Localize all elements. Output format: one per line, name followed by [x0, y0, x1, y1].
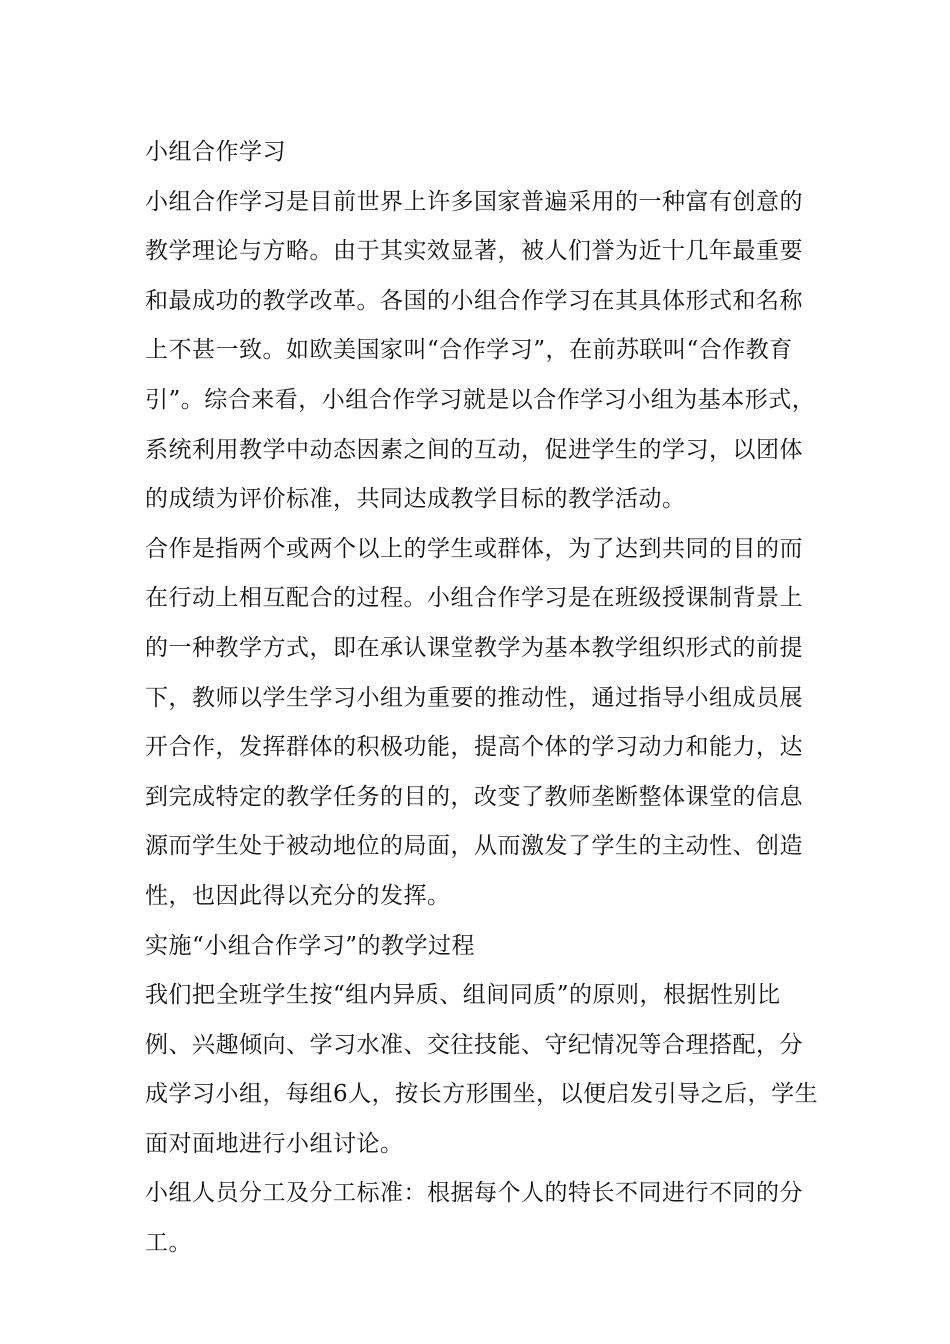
- paragraph-cooperation-definition: 合作是指两个或两个以上的学生或群体，为了达到共同的目的而在行动上相互配合的过程。小组合作学习是在班级授课制背景上的一种教学方式，即在承认课堂教学为基本教学组织形式的前提下，教师以学生学习小组为重要的推动性，通过指导小组成员展开合作，发挥群体的积极功能，提高个体的学习动力和能力，达到完成特定的教学任务的目的，改变了教师垄断整体课堂的信息源而学生处于被动地位的局面，从而激发了学生的主动性、创造性，也因此得以充分的发挥。: [145, 535, 803, 909]
- paragraph-intro: 小组合作学习是目前世界上许多国家普遍采用的一种富有创意的教学理论与方略。由于其实效显著，被人们誉为近十几年最重要和最成功的教学改革。各国的小组合作学习在其具体形式和名称上不甚一致。如欧美国家叫“合作学习”，在前苏联叫“合作教育引”。综合来看，小组合作学习就是以合作学习小组为基本形式，系统利用教学中动态因素之间的互动，促进学生的学习，以团体的成绩为评价标准，共同达成教学目标的教学活动。: [145, 188, 816, 513]
- document-heading: 小组合作学习: [145, 139, 286, 165]
- paragraph-division-of-labor: 小组人员分工及分工标准：根据每个人的特长不同进行不同的分工。: [145, 1180, 803, 1257]
- section-subheading: 实施“小组合作学习”的教学过程: [145, 932, 476, 959]
- paragraph-grouping: 我们把全班学生按“组内异质、组间同质”的原则，根据性别比例、兴趣倾向、学习水准、交往技能、守纪情况等合理搭配，分成学习小组，每组6人，按长方形围坐，以便启发引导之后，学生面对面地进行小组讨论。: [145, 982, 819, 1157]
- document-body: [145, 128, 825, 1269]
